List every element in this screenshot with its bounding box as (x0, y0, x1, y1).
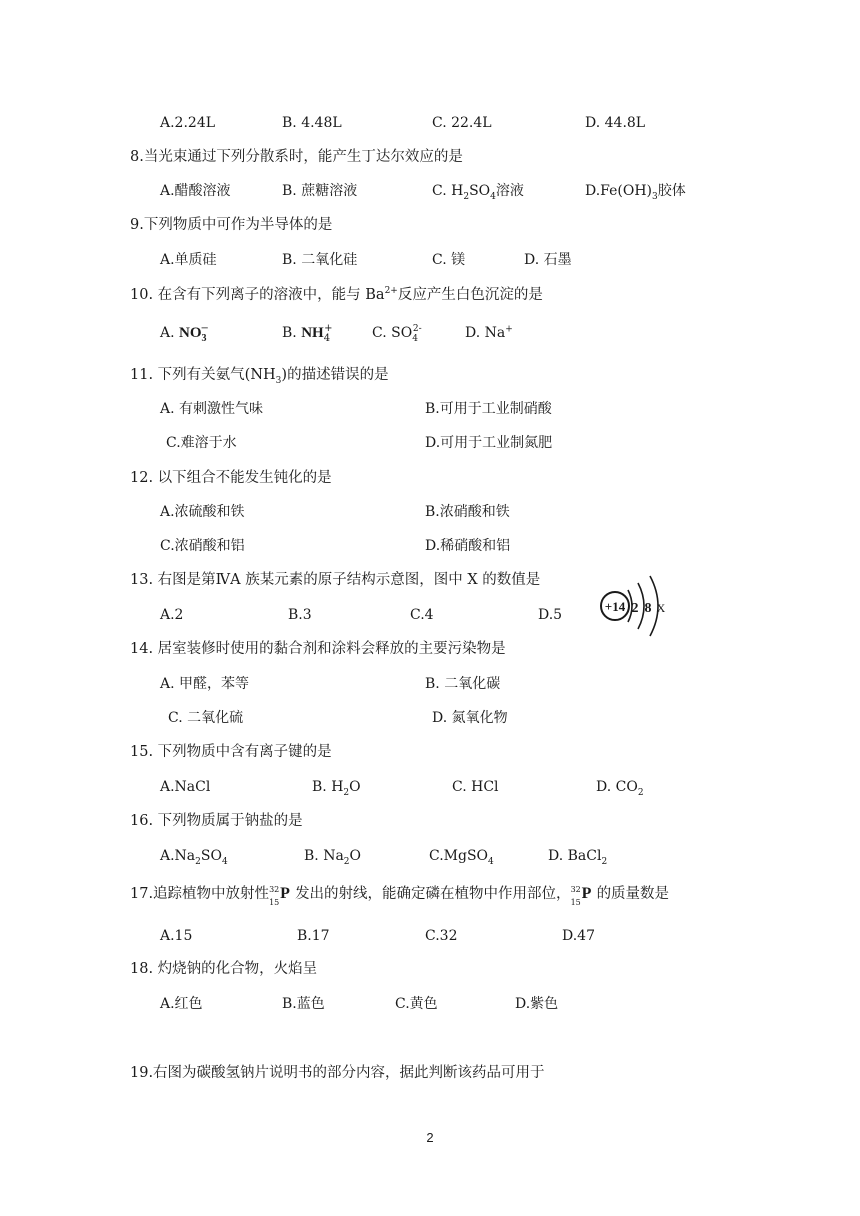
q14-option-c: C. 二氧化硫 (168, 710, 244, 726)
q10-option-b: B. $NH_4^+$ (282, 323, 333, 344)
q8-option-d: $D.Fe(OH)_3$胶体 (585, 183, 686, 202)
q12-option-b: B.浓硝酸和铁 (425, 504, 510, 520)
q18-option-b: B.蓝色 (282, 996, 325, 1012)
q11-stem: 11. 下列有关氨气$(NH_3)$的描述错误的是 (130, 367, 389, 386)
q8-stem: 8.当光束通过下列分散系时，能产生丁达尔效应的是 (130, 149, 463, 165)
q7-option-b: B. 4.48L (282, 115, 342, 131)
q15-option-c: C. HCl (452, 779, 499, 795)
q8-option-c: C. $H_2SO_4$溶液 (432, 183, 524, 202)
atom-structure-diagram (598, 570, 688, 642)
q13-option-b: B.3 (288, 607, 312, 623)
q13-option-d: D.5 (538, 607, 563, 623)
q9-option-d: D. 石墨 (524, 252, 572, 268)
q7-option-c: C. 22.4L (432, 115, 492, 131)
q9-option-a: A.单质硅 (160, 252, 217, 268)
q16-option-d: D. BaCl$_2$ (548, 848, 608, 867)
q16-stem: 16. 下列物质属于钠盐的是 (130, 813, 303, 829)
q12-stem: 12. 以下组合不能发生钝化的是 (130, 470, 332, 486)
q9-option-b: B. 二氧化硅 (282, 252, 358, 268)
q15-option-d: D. $CO_2$ (596, 779, 644, 798)
q17-option-a: A.15 (160, 928, 193, 944)
isotope-p32-2: 32 15 P (570, 885, 592, 907)
q18-option-d: D.紫色 (515, 996, 559, 1012)
q11-option-d: D.可用于工业制氮肥 (425, 435, 553, 451)
q7-option-d: D. 44.8L (585, 115, 646, 131)
q17-stem: 17.追踪植物中放射性 32 15 P 发出的射线，能确定磷在植物中作用部位， 32 15 P 的质量数是 (130, 885, 670, 907)
q17-option-b: B.17 (297, 928, 330, 944)
q8-option-b: B. 蔗糖溶液 (282, 183, 358, 199)
q11-option-c: C.难溶于水 (166, 435, 237, 451)
q13-stem: 13. 右图是第ⅣA 族某元素的原子结构示意图，图中 X 的数值是 (130, 572, 541, 588)
q14-option-b: B. 二氧化碳 (425, 676, 501, 692)
q14-option-d: D. 氮氧化物 (432, 710, 508, 726)
q10-option-d: D. Na+ (465, 324, 513, 341)
q16-option-c: C.MgSO$_4$ (429, 848, 494, 867)
q15-stem: 15. 下列物质中含有离子键的是 (130, 744, 332, 760)
q18-option-c: C.黄色 (395, 996, 438, 1012)
q18-option-a: A.红色 (160, 996, 203, 1012)
q12-option-d: D.稀硝酸和铝 (425, 538, 511, 554)
q9-stem: 9.下列物质中可作为半导体的是 (130, 217, 333, 233)
shell-electrons-2: 8 (644, 601, 652, 616)
q10-option-c: C. $SO_4^{2-}$ (372, 324, 422, 344)
shell-arc-2 (638, 583, 644, 629)
q13-option-c: C.4 (410, 607, 434, 623)
isotope-p32-1: 32 15 P (269, 885, 290, 907)
q15-option-b: B. $H_2O$ (312, 779, 361, 798)
q17-option-c: C.32 (425, 928, 458, 944)
q9-option-c: C. 镁 (432, 252, 466, 268)
q16-option-a: $A.Na_2SO_4$ (160, 848, 228, 867)
q14-stem: 14. 居室装修时使用的黏合剂和涂料会释放的主要污染物是 (130, 641, 506, 657)
page-number: 2 (426, 1130, 434, 1145)
nucleus-charge: +14 (604, 599, 626, 614)
shell-electrons-3: X (656, 601, 666, 615)
q16-option-b: B. $Na_2O$ (304, 848, 362, 867)
q17-option-d: D.47 (562, 928, 595, 944)
q18-stem: 18. 灼烧钠的化合物，火焰呈 (130, 961, 318, 977)
q12-option-c: C.浓硝酸和铝 (160, 538, 245, 554)
q10-option-a: A. $NO_3^-$ (160, 323, 209, 344)
q12-option-a: A.浓硫酸和铁 (160, 504, 245, 520)
q19-stem: 19.右图为碳酸氢钠片说明书的部分内容，据此判断该药品可用于 (130, 1065, 545, 1081)
q11-option-b: B.可用于工业制硝酸 (425, 401, 552, 417)
q10-stem: 10. 在含有下列离子的溶液中，能与 $Ba^{2+}$反应产生白色沉淀的是 (130, 286, 543, 303)
q13-option-a: A.2 (160, 607, 184, 623)
q15-option-a: A.NaCl (160, 779, 211, 795)
shell-electrons-1: 2 (631, 601, 639, 616)
q11-option-a: A. 有刺激性气味 (160, 401, 264, 417)
q14-option-a: A. 甲醛，苯等 (160, 676, 250, 692)
q8-option-a: A.醋酸溶液 (160, 183, 231, 199)
q7-option-a: A.2.24L (160, 115, 216, 131)
